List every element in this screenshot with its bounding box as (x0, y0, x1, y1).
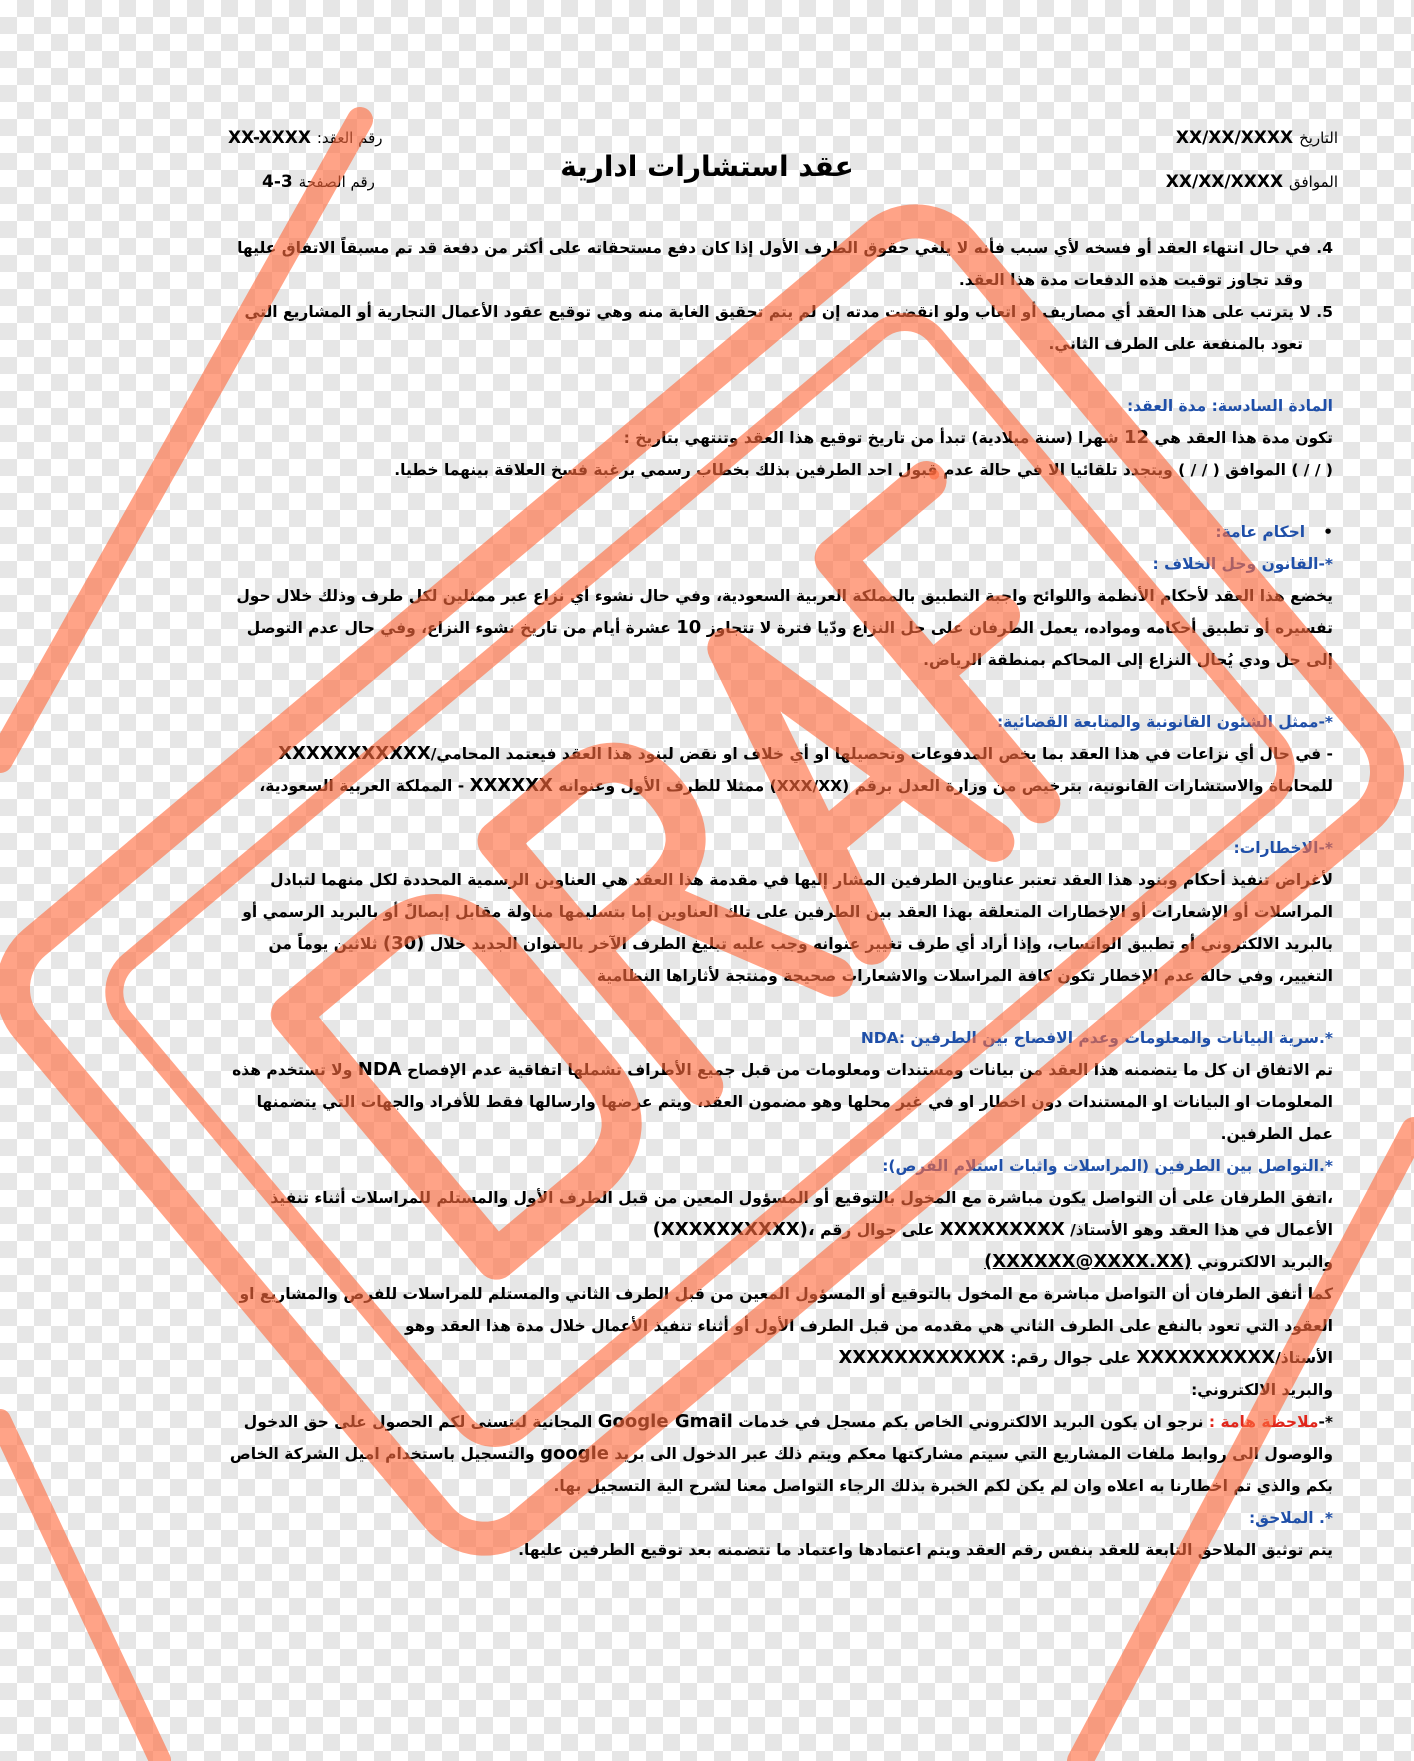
lawyer-address: XXXXXX (469, 775, 553, 796)
general-provisions-heading: • احكام عامة: (225, 516, 1333, 548)
google-word: google (540, 1443, 609, 1464)
comm-email-label: والبريد الالكتروني (1197, 1253, 1333, 1271)
legal-text-b: للمحاماة والاستشارات القانونية، بترخيص من وزارة العدل برقم (854, 777, 1333, 795)
law-text (225, 580, 1333, 676)
comm-text-b: على جوال رقم (820, 1221, 935, 1239)
important-label: ملاحظة هامة : (1208, 1413, 1319, 1431)
duration-line-2: ( / / ) الموافق ( / / ) ويتجدد تلقائيا الا في حالة عدم قبول احد الطرفين بذلك بخطاب رسمي برغبة فسخ العلاقة بينهما خطيا. (394, 461, 1333, 479)
important-prefix: *- (1318, 1413, 1333, 1431)
nda-text (225, 1054, 1333, 1150)
hijri-date-value: XX/XX/XXXX (1165, 172, 1284, 192)
first-party-contact-name: XXXXXXXXX (939, 1219, 1065, 1240)
important-text-a: نرجو ان يكون البريد الالكتروني الخاص بكم مسجل في خدمات (738, 1413, 1204, 1431)
duration-text-a: تكون مدة هذا العقد هي (1154, 429, 1333, 447)
communication-text-2 (225, 1278, 1333, 1374)
first-party-phone: (XXXXXXXXXX)، (652, 1219, 815, 1240)
first-party-email[interactable]: (XXXXXX@XXXX.XX) (984, 1251, 1192, 1272)
duration-heading: المادة السادسة: مدة العقد: (1126, 397, 1333, 415)
notices-text-b: ثلاثين يوماً من التغيير، وفي حالة عدم الإخطار تكون كافة المراسلات والاشعارات صحيحة ومنتجة لأثاراها النظامية (268, 935, 1333, 985)
contract-number (228, 128, 383, 148)
nda-heading-text: *.سرية البيانات والمعلومات وعدم الافصاح بين الطرفين (910, 1029, 1333, 1047)
nda-tag-inline: NDA (357, 1059, 402, 1080)
nda-text-a: تم الاتفاق ان كل ما يتضمنه هذا العقد من بيانات ومستندات ومعلومات من قبل جميع الأطراف تشملها اتفاقية عدم الإفصاح (407, 1061, 1333, 1079)
nda-text-b: ولا تستخدم هذه المعلومات او البيانات او المستندات دون اخطار او في غير محلها وهو مضمون العقد، ويتم عرضها وارسالها فقط للأفراد والجهات التي يتضمنها عمل الطرفين. (232, 1061, 1333, 1143)
comm-text-a: ،اتفق الطرفان على أن التواصل يكون مباشرة مع المخول بالتوقيع أو المسؤول المعين من قبل الطرف الأول والمستلم للمراسلات أثناء تنفيذ الأعمال في هذا العقد وهو الأستاذ/ (270, 1189, 1333, 1239)
contract-number-label: رقم العقد: (316, 129, 383, 147)
legal-text (225, 738, 1333, 802)
notices-days: (30) (382, 933, 425, 954)
communication-email-2: والبريد الالكتروني: (1191, 1381, 1333, 1399)
nda-tag: NDA: (860, 1029, 906, 1047)
legal-text-a: - في حال أي نزاعات في هذا العقد بما يخص المدفوعات وتحصيلها او أي خلاف او نقض لبنود هذا العقد فيعتمد المحامي/ (430, 745, 1333, 763)
contract-number-value: XX-XXXX (228, 128, 311, 148)
second-party-contact-name: XXXXXXXXXX (1136, 1347, 1276, 1368)
page-number-value: 3-4 (262, 172, 293, 192)
legal-text-d: - المملكة العربية السعودية، (259, 777, 465, 795)
notices-heading: *-الاخطارات: (1233, 839, 1333, 857)
document-title: عقد استشارات ادارية (560, 150, 854, 183)
law-text-a: يخضع هذا العقد لأحكام الأنظمة واللوائح واجبة التطبيق بالمملكة العربية السعودية، وفي حال نشوء أي نزاع عبر ممثلين لكل طرف وذلك خلال حول تفسيره أو تطبيق أحكامه ومواده، يعمل الطرفان على حل النزاع ودّيا فترة لا تتجاوز (236, 587, 1333, 637)
clause-item-4: 4. في حال انتهاء العقد أو فسخه لأي سبب فأنه لا يلغي حقوق الطرف الأول إذا كان دفع مستحقاته على أكثر من دفعة قد تم مسبقاً الاتفاق عليها وقد تجاوز توقيت هذه الدفعات مدة هذا العقد. (237, 239, 1333, 289)
comm-text-c: كما أتفق الطرفان أن التواصل مباشرة مع المخول بالتوقيع أو المسؤول المعين من قبل الطرف الثاني والمستلم للمراسلات للفرص والمشاريع او العقود التي تعود بالنفع على الطرف الثاني هي مقدمه من قبل الطرف الأول أو أثناء تنفيذ الأعمال خلال مدة هذا العقد وهو الأستاذ/ (239, 1285, 1333, 1367)
annexes-heading: *. الملاحق: (1248, 1509, 1333, 1527)
nda-heading (225, 1022, 1333, 1054)
notices-text-a: لأغراض تنفيذ أحكام وبنود هذا العقد تعتبر عناوين الطرفين المشار إليها في مقدمة هذا العقد هي العناوين الرسمية المحددة لكل منهما لتبادل المراسلات أو الإشعارات أو الإخطارات المتعلقة بهذا العقد بين الطرفين على تلك العناوين إما بتسليمها مناولة مقابل إيصالً أو بالبريد الرسمي أو بالبريد الالكتروني أو تطبيق الواتساب، وإذا أراد أي طرف تغيير عنوانه وجب عليه تبليغ الطرف الآخر بالعنوان الجديد خلال (242, 871, 1333, 953)
google-gmail: Google Gmail (597, 1411, 733, 1432)
comm-text-d: على جوال رقم: (1010, 1349, 1131, 1367)
duration-months: 12 (1124, 427, 1150, 448)
hijri-date-label: الموافق (1288, 173, 1338, 191)
contract-body (225, 232, 1333, 1566)
legal-text-c: ممثلا للطرف الأول وعنوانه (558, 777, 765, 795)
communication-text-1 (225, 1182, 1333, 1246)
date (1176, 128, 1338, 148)
communication-heading: *.التواصل بين الطرفين (المراسلات واثبات استلام الفرص): (882, 1157, 1333, 1175)
important-note (225, 1406, 1333, 1502)
date-label: التاريخ (1299, 129, 1338, 147)
clause-item-5: 5. لا يترتب على هذا العقد أي مصاريف أو اتعاب ولو انقضت مدته إن لم يتم تحقيق الغاية منه وهي توقيع عقود الأعمال التجارية أو المشاريع التي تعود بالمنفعة على الطرف الثاني. (244, 303, 1333, 353)
duration-text-b: شهرا (سنة ميلادية) تبدأ من تاريخ توقيع هذا العقد وتنتهي بتاريخ : (623, 429, 1119, 447)
annexes-text: يتم توثيق الملاحق التابعة للعقد بنفس رقم العقد ويتم اعتمادها واعتماد ما تتضمنه بعد توقيع الطرفين عليها. (518, 1541, 1333, 1559)
page-number-label: رقم الصفحة (298, 173, 375, 191)
law-days: 10 (676, 617, 702, 638)
law-heading: *-القانون وحل الخلاف : (1152, 555, 1333, 573)
communication-email (225, 1246, 1333, 1278)
second-party-phone: XXXXXXXXXXXX (838, 1347, 1006, 1368)
duration-line-1 (225, 422, 1333, 454)
notices-text (225, 864, 1333, 992)
law-text-b: عشرة أيام من تاريخ نشوء النزاع، وفي حال عدم التوصل إلى حل ودي يُحال النزاع إلى المحاكم بمنطقة الرياض. (246, 619, 1333, 669)
lawyer-name: XXXXXXXXXXX (278, 743, 431, 764)
important-text-b: المجانية ليتسنى لكم الحصول على حق الدخول والوصول الى روابط ملفات المشاريع التي سيتم مشاركتها معكم ويتم ذلك عبر الدخول الى بريد (243, 1413, 1333, 1463)
important-text-c: والتسجيل باستخدام اميل الشركة الخاص بكم والذي تم اخطارنا به اعلاه وان لم يكن لكم الخبرة بذلك الرجاء التواصل معنا لشرح الية التسجيل بها. (229, 1445, 1333, 1495)
license-number: (XXX/XX) (769, 777, 850, 795)
date-value: XX/XX/XXXX (1175, 128, 1294, 148)
legal-heading: *-ممثل الشئون القانونية والمتابعة القضائية: (996, 713, 1333, 731)
